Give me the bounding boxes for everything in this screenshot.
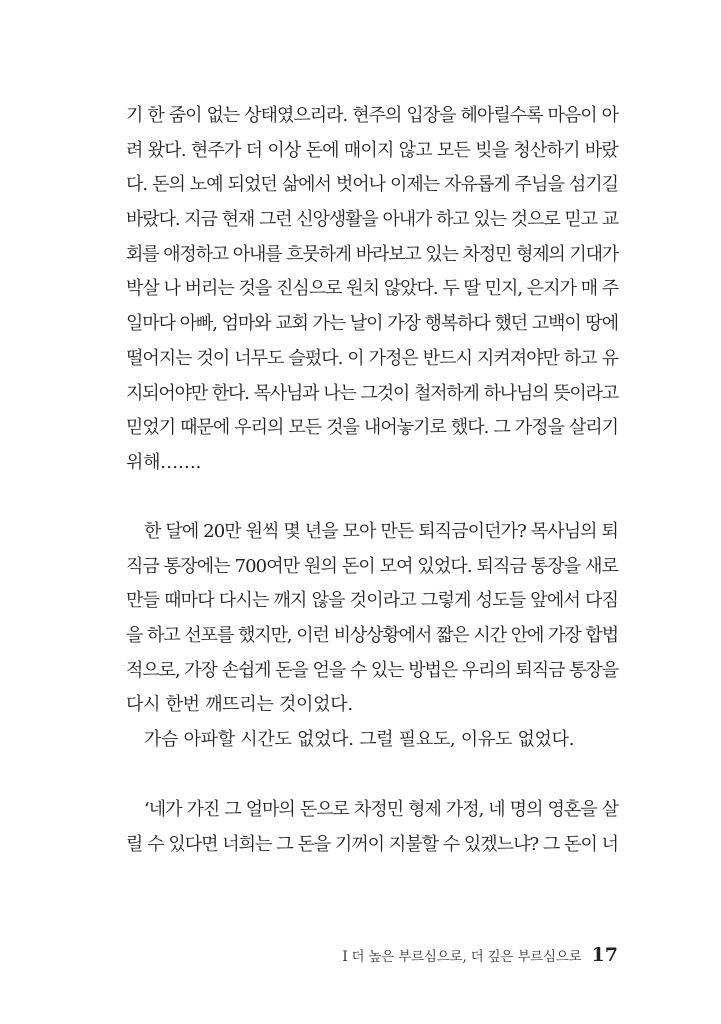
text-line: 떨어지는 것이 너무도 슬펐다. 이 가정은 반드시 지켜져야만 하고 유 bbox=[126, 347, 618, 369]
text-line: 릴 수 있다면 너희는 그 돈을 기꺼이 지불할 수 있겠느냐? 그 돈이 너 bbox=[126, 833, 618, 855]
text-line: 을 하고 선포를 했지만, 이런 비상상황에서 짧은 시간 안에 가장 합법 bbox=[126, 625, 618, 647]
text-line: 려 왔다. 현주가 더 이상 돈에 매이지 않고 모든 빚을 청산하기 바랐 bbox=[126, 139, 618, 161]
text-line: 믿었기 때문에 우리의 모든 것을 내어놓기로 했다. 그 가정을 살리기 bbox=[126, 417, 618, 439]
running-head: I 더 높은 부르심으로, 더 깊은 부르심으로 bbox=[342, 949, 582, 965]
paragraph bbox=[126, 515, 618, 758]
text-line: 직금 통장에는 700여만 원의 돈이 모여 있었다. 퇴직금 통장을 새로 bbox=[126, 555, 619, 577]
paragraph bbox=[126, 793, 618, 862]
text-line: 가슴 아파할 시간도 없었다. 그럴 필요도, 이유도 없었다. bbox=[144, 729, 575, 751]
text-line: 한 달에 20만 원씩 몇 년을 모아 만든 퇴직금이던가? 목사님의 퇴 bbox=[144, 521, 618, 542]
text-line: 일마다 아빠, 엄마와 교회 가는 날이 가장 행복하다 했던 고백이 땅에 bbox=[126, 313, 618, 335]
text-line: 지되어야만 한다. 목사님과 나는 그것이 철저하게 하나님의 뜻이라고 bbox=[126, 382, 618, 404]
text-line: 다. 돈의 노예 되었던 삶에서 벗어나 이제는 자유롭게 주님을 섬기길 bbox=[126, 174, 618, 196]
text-line: ‘네가 가진 그 얼마의 돈으로 차정민 형제 가정, 네 명의 영혼을 살 bbox=[144, 799, 618, 820]
text-line: 기 한 줌이 없는 상태였으리라. 현주의 입장을 헤아릴수록 마음이 아 bbox=[126, 105, 618, 126]
text-line: 박살 나 버리는 것을 진심으로 원치 않았다. 두 딸 민지, 은지가 매 주 bbox=[126, 278, 619, 300]
text-line: 만들 때마다 다시는 깨지 않을 것이라고 그렇게 성도들 앞에서 다짐 bbox=[126, 590, 619, 612]
text-line: 바랐다. 지금 현재 그런 신앙생활을 아내가 하고 있는 것으로 믿고 교 bbox=[126, 209, 618, 231]
paragraph bbox=[126, 99, 618, 481]
page-footer bbox=[342, 944, 618, 968]
text-line: 적으로, 가장 손쉽게 돈을 얻을 수 있는 방법은 우리의 퇴직금 통장을 bbox=[126, 659, 618, 681]
text-line: 위해……. bbox=[126, 451, 201, 473]
text-line: 회를 애정하고 아내를 흐뭇하게 바라보고 있는 차정민 형제의 기대가 bbox=[126, 243, 618, 265]
text-line: 다시 한번 깨뜨리는 것이었다. bbox=[126, 694, 353, 716]
page-number: 17 bbox=[591, 944, 618, 966]
